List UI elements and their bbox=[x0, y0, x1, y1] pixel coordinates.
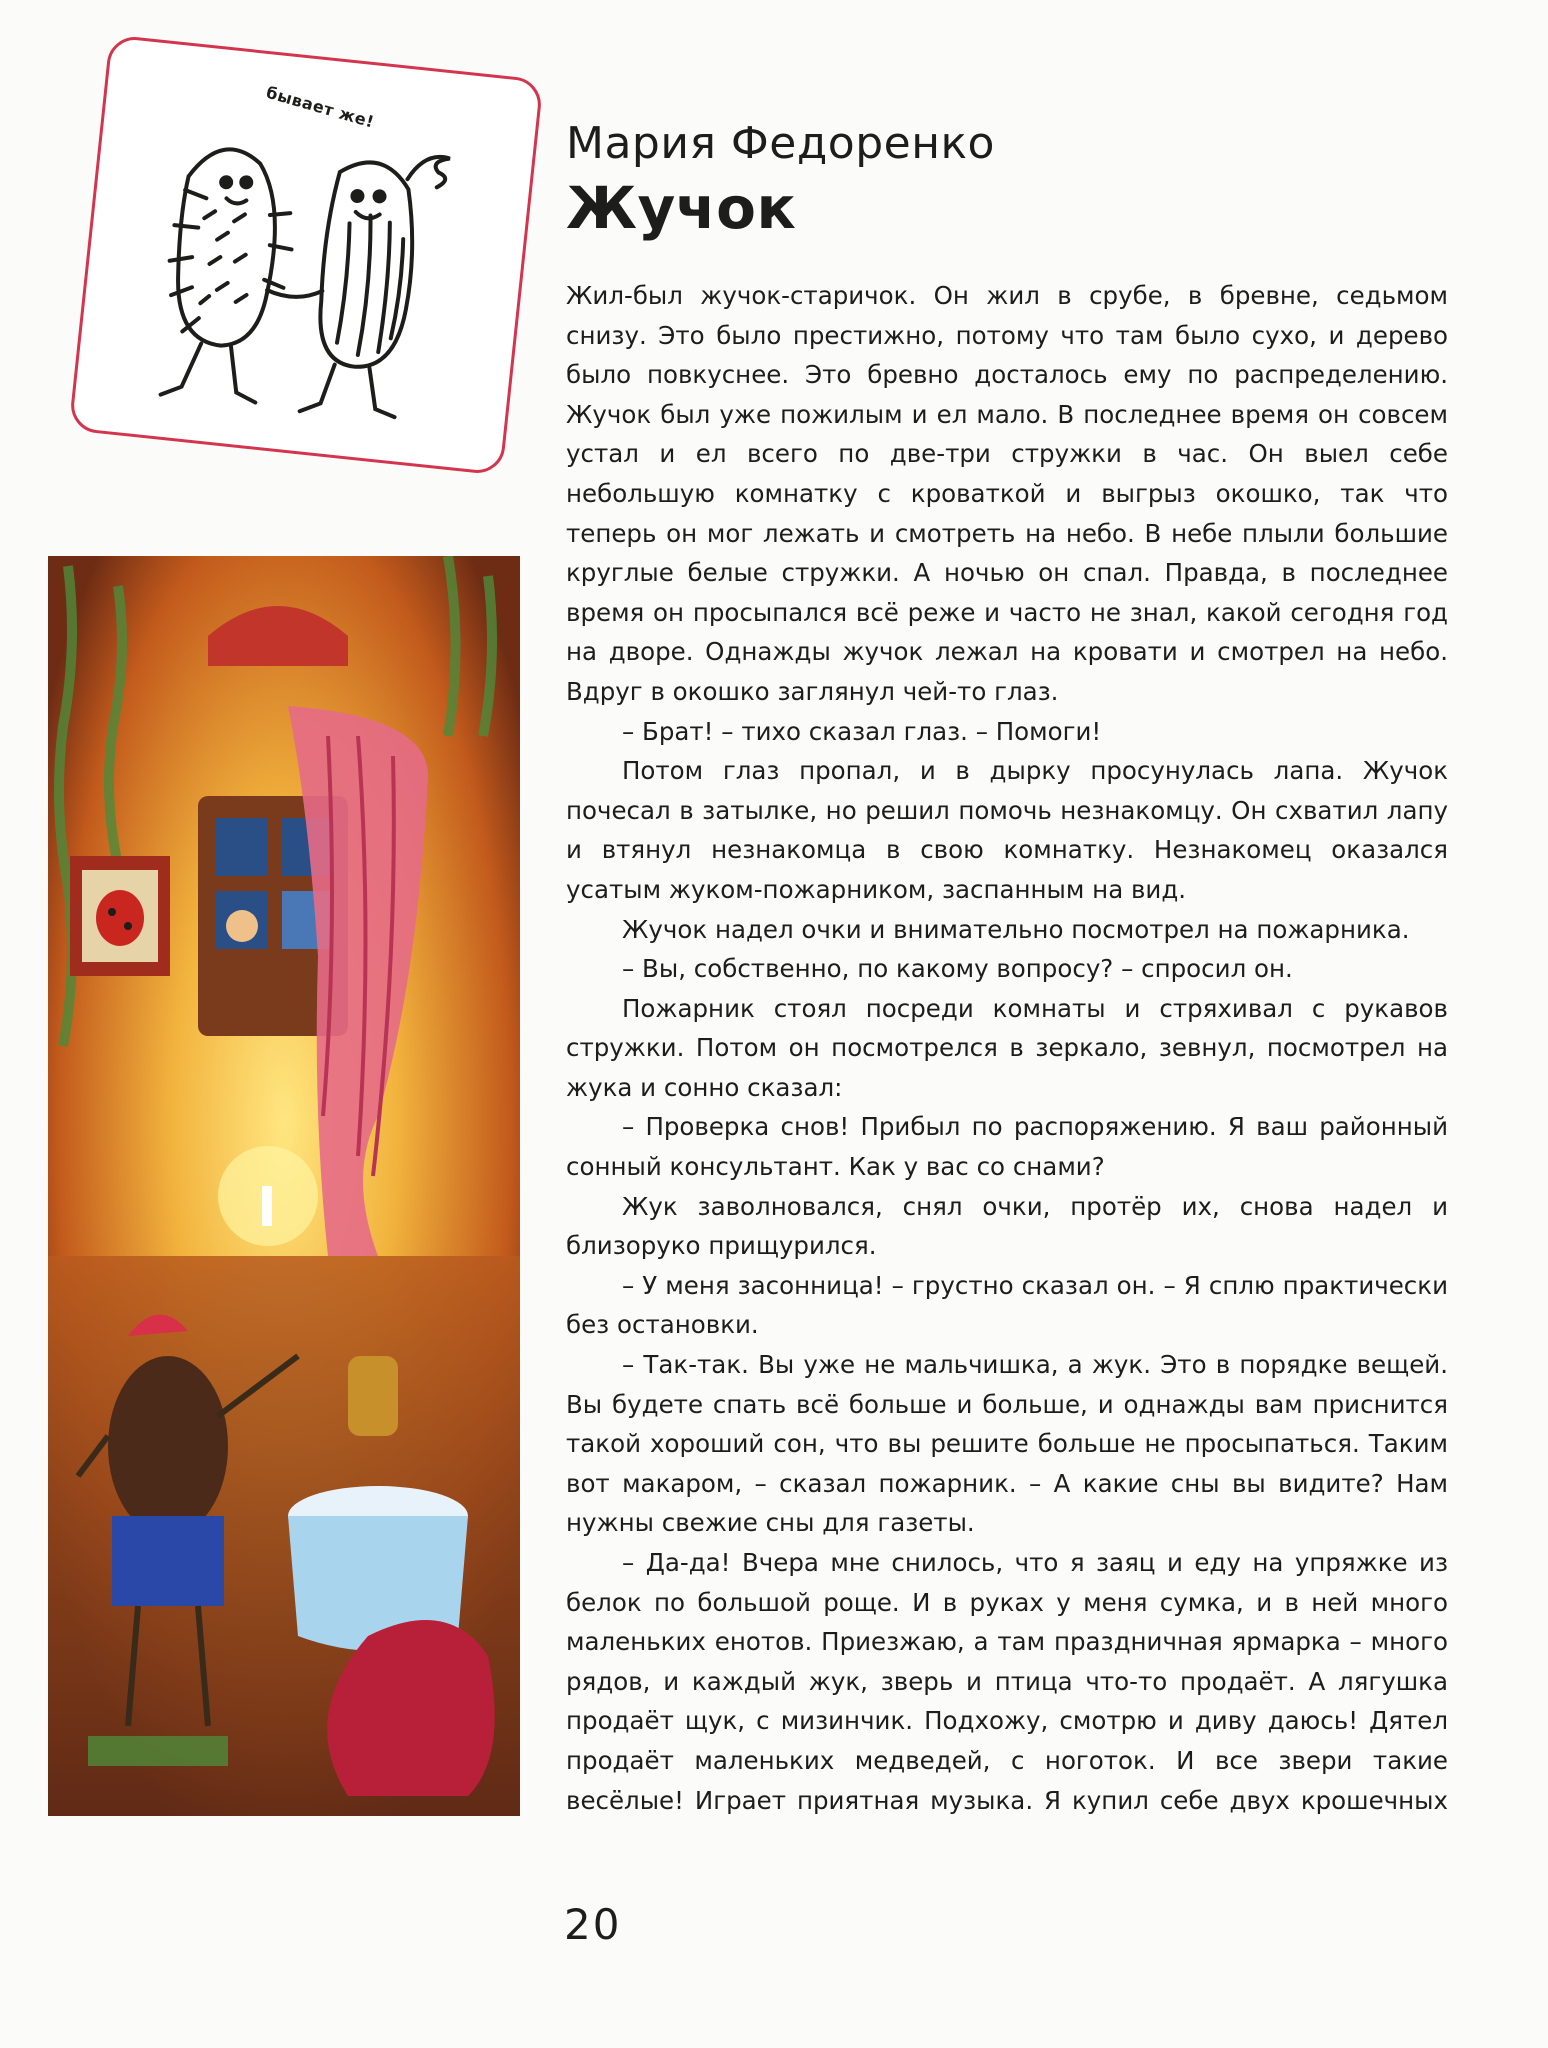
story-title: Жучок bbox=[566, 174, 797, 242]
story-paragraph: – Вы, собственно, по какому вопросу? – спросил он. bbox=[622, 954, 1293, 984]
story-paragraph: Потом глаз пропал, и в дырку просунулась лапа. Жучок почесал в затылке, но решил помочь незнакомцу. Он схватил лапу и втянул незнакомца в свою комнатку. Незнакомец оказался усатым жуком-пожарником, заспанным на вид. bbox=[566, 756, 1448, 904]
story-paragraph: – Брат! – тихо сказал глаз. – Помоги! bbox=[622, 716, 1102, 746]
page-number: 20 bbox=[564, 1900, 622, 1949]
author-name: Мария Федоренко bbox=[566, 118, 995, 169]
story-paragraph: – Так-так. Вы уже не мальчишка, а жук. Это в порядке вещей. Вы будете спать всё больше и больше, и однажды вам приснится такой хороший сон, что вы решите больше не просыпаться. Таким вот макаром, – сказал пожарник. – А какие сны вы видите? Нам нужны свежие сны для газеты. bbox=[566, 1350, 1448, 1538]
story-paragraph: Пожарник стоял посреди комнаты и стряхивал с рукавов стружки. Потом он посмотрелся в зеркало, зевнул, посмотрел на жука и сонно сказал: bbox=[566, 993, 1448, 1102]
story-paragraph: – У меня засонница! – грустно сказал он. – Я сплю практически без остановки. bbox=[566, 1270, 1448, 1340]
watercolor-illustration bbox=[48, 556, 520, 1816]
story-paragraph: – Да-да! Вчера мне снилось, что я заяц и еду на упряжке из белок по большой роще. И в руках у меня сумка, и в ней много маленьких енотов. Приезжаю, а там праздничная ярмарка – много рядов, и каждый жук, зверь и птица что-то продаёт. А лягушка продаёт щук, с мизинчик. Подхожу, смотрю и диву даюсь! Дятел продаёт маленьких медведей, с ноготок. И все звери такие весёлые! Играет приятная музыка. Я купил себе двух крошечных bbox=[566, 1548, 1448, 1815]
badge-card bbox=[68, 34, 543, 475]
two-creatures-icon bbox=[123, 83, 487, 456]
story-paragraph: Жучок надел очки и внимательно посмотрел на пожарника. bbox=[622, 914, 1410, 944]
story-paragraph: – Проверка снов! Прибыл по распоряжению. Я ваш районный сонный консультант. Как у вас со снами? bbox=[566, 1112, 1448, 1182]
story-paragraph: Жук заволновался, снял очки, протёр их, снова надел и близоруко прищурился. bbox=[566, 1191, 1448, 1261]
badge-caption: бывает же! bbox=[264, 82, 377, 132]
story-paragraph: Жил-был жучок-старичок. Он жил в срубе, в бревне, седьмом снизу. Это было престижно, потому что там было сухо, и дерево было повкуснее. Это бревно досталось ему по распределению. Жучок был уже пожилым и ел мало. В последнее время он совсем устал и ел всего по две-три стружки в час. Он выел себе небольшую комнатку с кроваткой и выгрыз окошко, так что теперь он мог лежать и смотреть на небо. В небе плыли большие круглые белые стружки. А ночью он спал. Правда, в последнее время он просыпался всё реже и часто не знал, какой сегодня год на дворе. Однажды жучок лежал на кровати и смотрел на небо. Вдруг в окошко заглянул чей-то глаз. bbox=[566, 281, 1448, 706]
story-text bbox=[566, 276, 1448, 1820]
